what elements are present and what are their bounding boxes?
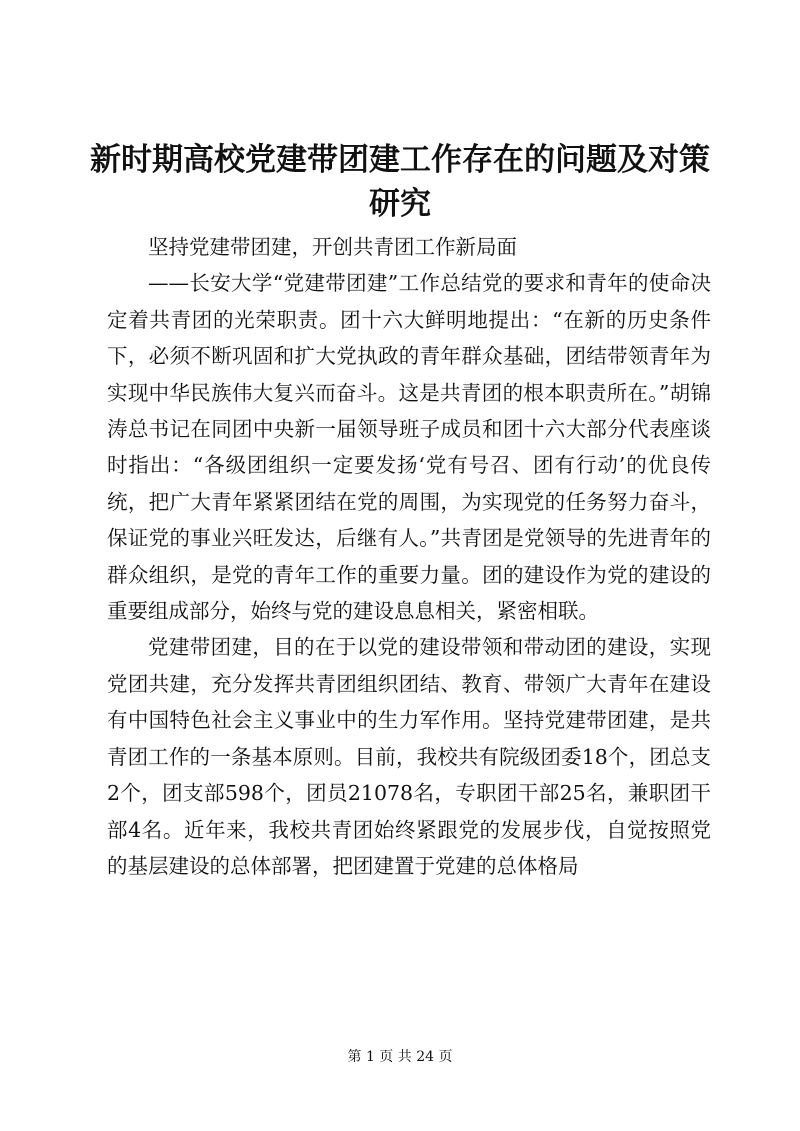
subtitle: 坚持党建带团建，开创共青团工作新局面 [148, 235, 517, 259]
paragraph-1: ——长安大学“党建带团建”工作总结党的要求和青年的使命决定着共青团的光荣职责。团十六大鲜明地提出：“在新的历史条件下，必须不断巩固和扩大党执政的青年群众基础，团结带领青年为实现中华民族伟大复兴而奋斗。这是共青团的根本职责所在。”胡锦涛总书记在同团中央新一届领导班子成员和团十六大部分代表座谈时指出：“各级团组织一定要发扬‘党有号召、团有行动’的优良传统，把广大青年紧紧团结在党的周围，为实现党的任务努力奋斗，保证党的事业兴旺发达，后继有人。”共青团是党领导的先进青年的群众组织，是党的青年工作的重要力量。团的建设作为党的建设的重要组成部分，始终与党的建设息息相关，紧密相联。 [107, 271, 711, 624]
page-number-footer: 第 1 页 共 24 页 [347, 1049, 453, 1065]
document-title: 新时期高校党建带团建工作存在的问题及对策研究 [90, 142, 710, 222]
paragraph-2: 党建带团建，目的在于以党的建设带领和带动团的建设，实现党团共建，充分发挥共青团组织团结、教育、带领广大青年在建设有中国特色社会主义事业中的生力军作用。坚持党建带团建，是共青团工作的一条基本原则。目前，我校共有院级团委18个，团总支2个，团支部598个，团员21078名，专职团干部25名，兼职团干部4名。近年来，我校共青团始终紧跟党的发展步伐，自觉按照党的基层建设的总体部署，把团建置于党建的总体格局 [107, 635, 711, 878]
document-body [107, 229, 711, 884]
